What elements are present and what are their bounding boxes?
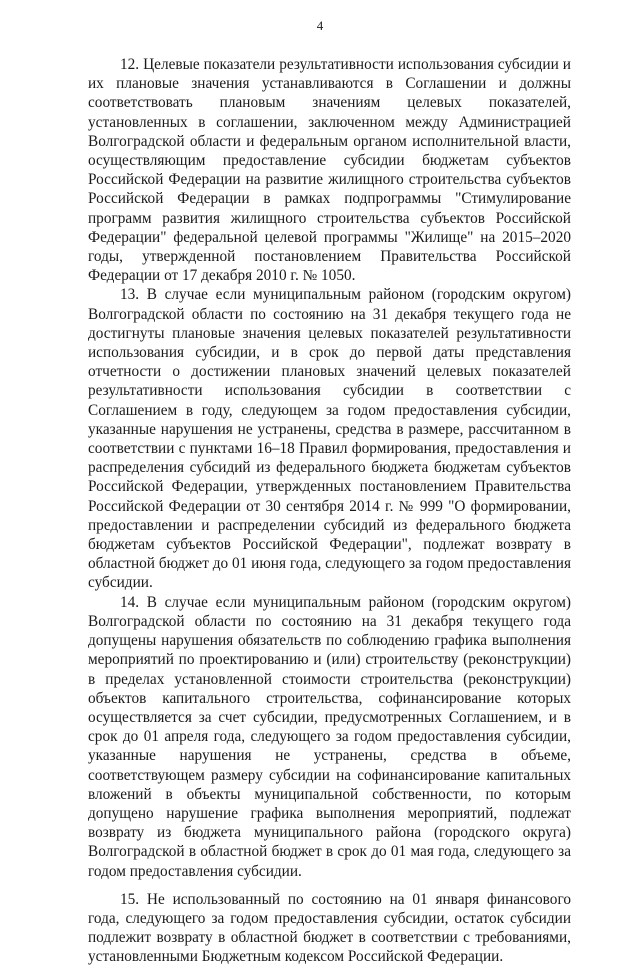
paragraph-15: 15. Не использованный по состоянию на 01 января финансового года, следующего за годом предоставления субсидии, остаток субсидии подлежит возврату в областной бюджет в соответствии с требованиями, установленными Бюджетным кодексом Российской Федерации.: [88, 890, 571, 966]
paragraph-13: 13. В случае если муниципальным районом (городским округом) Волгоградской области по состоянию на 31 декабря текущего года не достигнуты плановые значения целевых показателей результативности использования субсидии, и в срок до первой даты представления отчетности о достижении плановых значений целевых показателей результативности использования субсидии в соответствии с Соглашением в году, следующем за годом предоставления субсидии, указанные нарушения не устранены, средства в размере, рассчитанном в соответствии с пунктами 16–18 Правил формирования, предоставления и распределения субсидий из федерального бюджета бюджетам субъектов Российской Федерации, утвержденных постановлением Правительства Российской Федерации от 30 сентября 2014 г. № 999 "О формировании, предоставлении и распределении субсидий из федерального бюджета бюджетам субъектов Российской Федерации", подлежат возврату в областной бюджет до 01 июня года, следующего за годом предоставления субсидии.: [88, 286, 571, 592]
document-body: [88, 55, 571, 967]
page-number: 4: [316, 18, 324, 33]
paragraph-14: 14. В случае если муниципальным районом (городским округом) Волгоградской области по состоянию на 31 декабря текущего года допущены нарушения обязательств по соблюдению графика выполнения мероприятий по проектированию и (или) строительству (реконструкции) в пределах установленной стоимости строительства (реконструкции) объектов капитального строительства, софинансирование которых осуществляется за счет субсидии, предусмотренных Соглашением, и в срок до 01 апреля года, следующего за годом предоставления субсидии, указанные нарушения не устранены, средства в объеме, соответствующем размеру субсидии на софинансирование капитальных вложений в объекты муниципальной собственности, по которым допущено нарушение графика выполнения мероприятий, подлежат возврату из бюджета муниципального района (городского округа) Волгоградской в областной бюджет в срок до 01 мая года, следующего за годом предоставления субсидии.: [88, 593, 571, 880]
paragraph-12: 12. Целевые показатели результативности использования субсидии и их плановые значения устанавливаются в Соглашении и должны соответствовать плановым значениям целевых показателей, установленных в соглашении, заключенном между Администрацией Волгоградской области и федеральным органом исполнительной власти, осуществляющим предоставление субсидии бюджетам субъектов Российской Федерации на развитие жилищного строительства субъектов Российской Федерации в рамках подпрограммы "Стимулирование программ развития жилищного строительства субъектов Российской Федерации" федеральной целевой программы "Жилище" на 2015–2020 годы, утвержденной постановлением Правительства Российской Федерации от 17 декабря 2010 г. № 1050.: [88, 56, 571, 285]
